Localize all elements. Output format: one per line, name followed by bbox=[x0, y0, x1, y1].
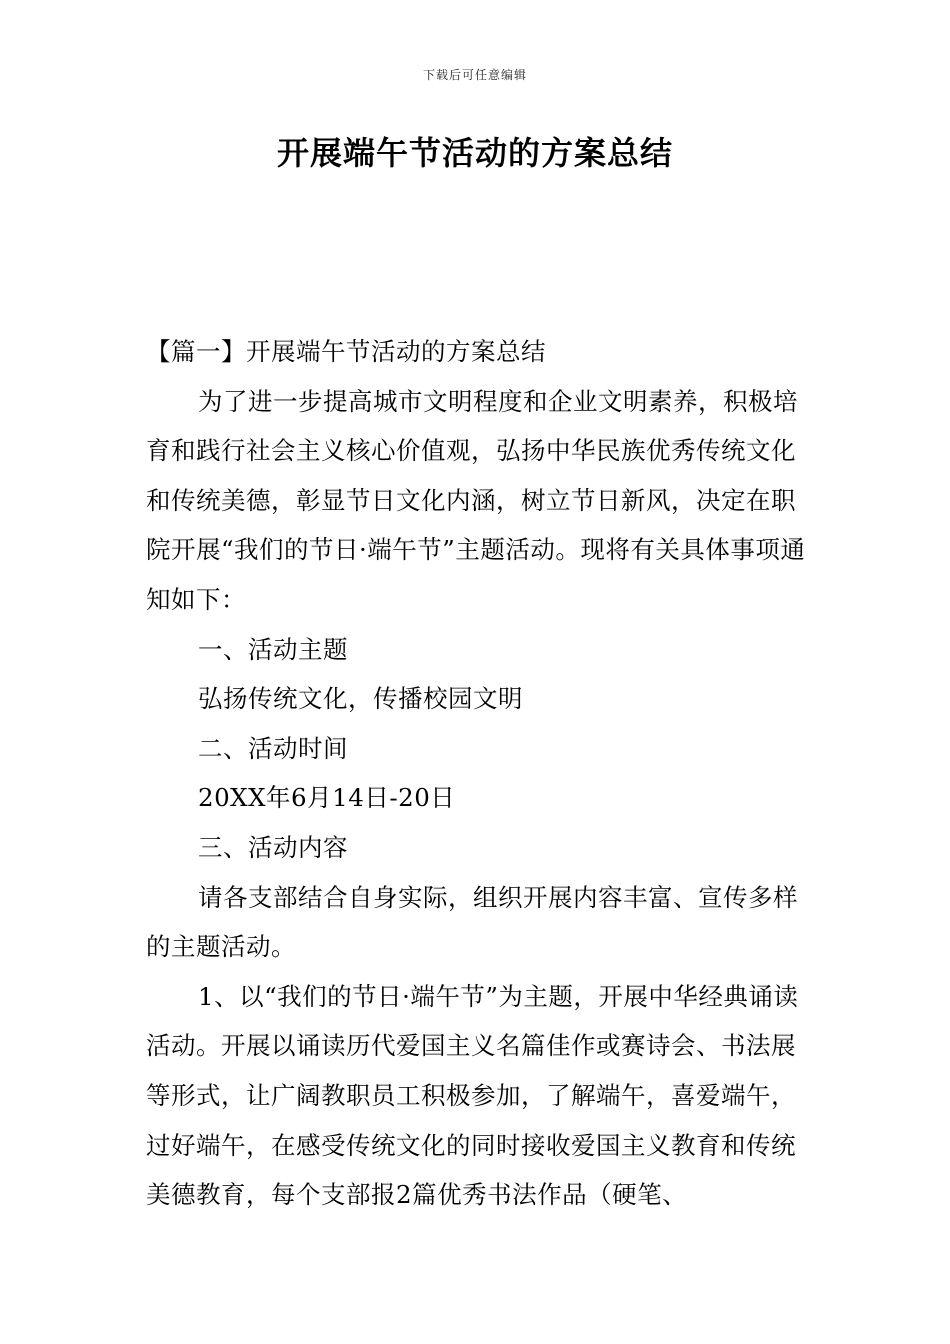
heading-activity-theme: 一、活动主题 bbox=[198, 634, 348, 664]
heading-activity-content: 三、活动内容 bbox=[198, 832, 348, 862]
paragraph-activity-time: 20XX年6月14日-20日 bbox=[198, 783, 456, 813]
section-heading: 【篇一】开展端午节活动的方案总结 bbox=[146, 337, 546, 366]
header-note: 下载后可任意编辑 bbox=[422, 68, 527, 82]
paragraph-intro: 为了进一步提高城市文明程度和企业文明素养，积极培育和践行社会主义核心价值观，弘扬中华民族优秀传统文化和传统美德，彰显节日文化内涵，树立节日新风，决定在职院开展“我们的节日·端午节”主题活动。现将有关具体事项通知如下： bbox=[146, 386, 806, 614]
document-title: 开展端午节活动的方案总结 bbox=[276, 134, 673, 172]
heading-activity-time: 二、活动时间 bbox=[198, 733, 348, 763]
document-body bbox=[146, 327, 810, 1220]
paragraph-activity-theme: 弘扬传统文化，传播校园文明 bbox=[198, 684, 523, 714]
paragraph-activity-content: 请各支部结合自身实际，组织开展内容丰富、宣传多样的主题活动。 bbox=[146, 882, 798, 962]
paragraph-item-1: 1、以“我们的节日·端午节”为主题，开展中华经典诵读活动。开展以诵读历代爱国主义名篇佳作或赛诗会、书法展等形式，让广阔教职员工积极参加，了解端午，喜爱端午，过好端午，在感受传统文化的同时接收爱国主义教育和传统美德教育，每个支部报2篇优秀书法作品（硬笔、 bbox=[146, 981, 799, 1210]
